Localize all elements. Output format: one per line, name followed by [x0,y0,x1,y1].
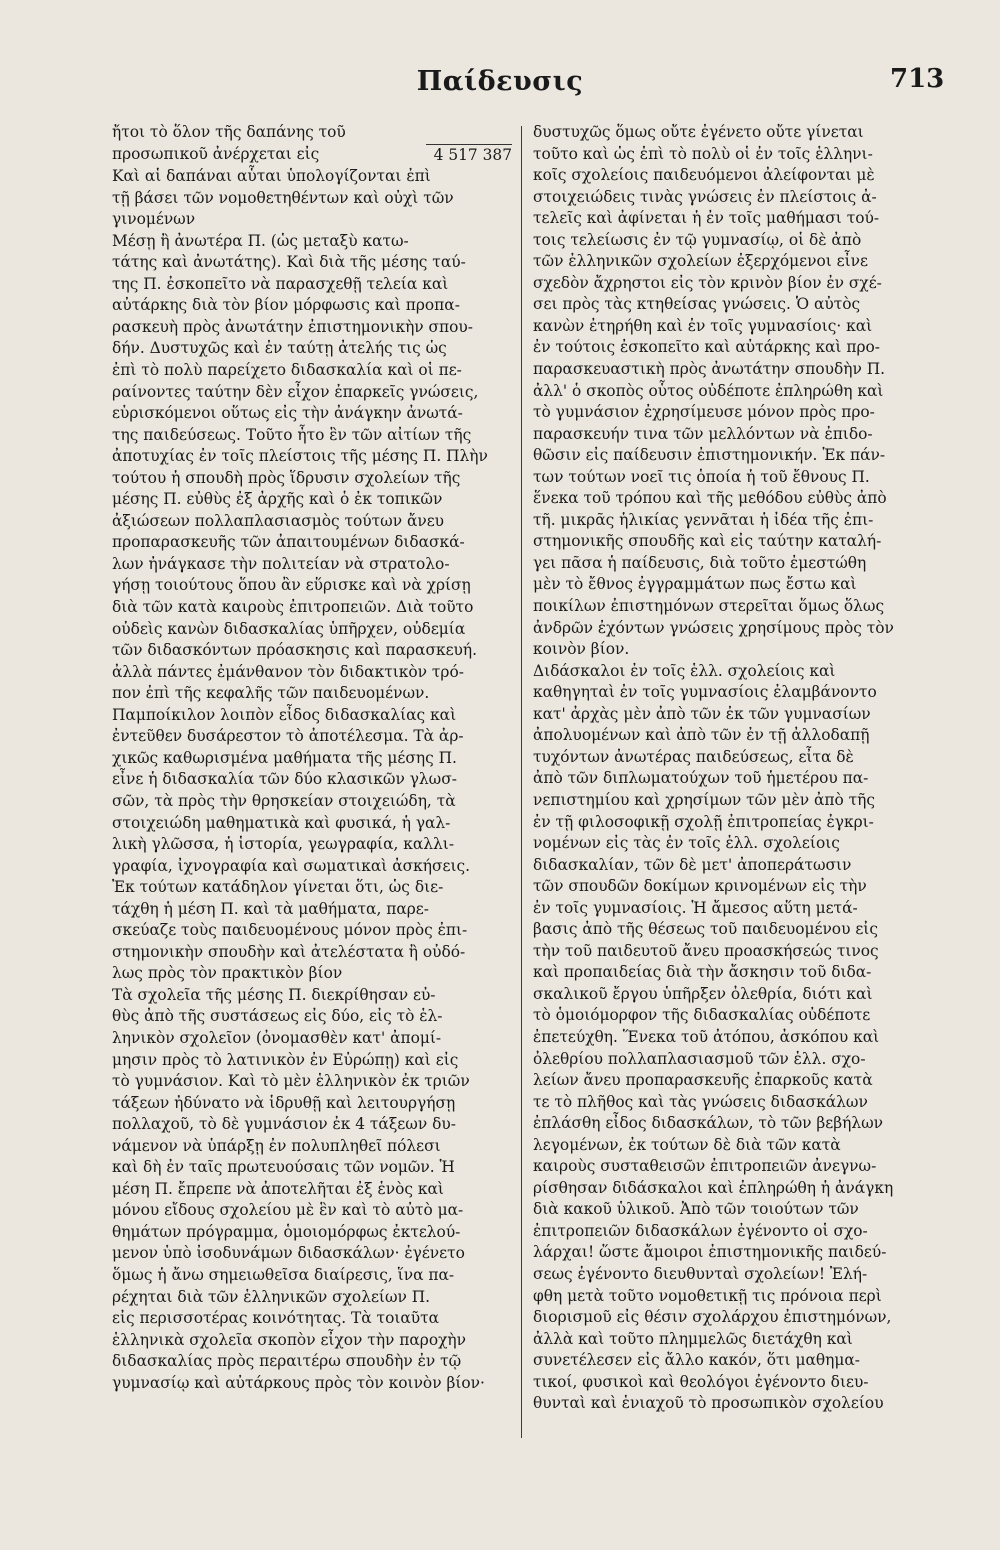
left-column [112,122,512,1394]
text-line: σῶν, τὰ πρὸς τὴν θρησκείαν στοιχειώδη, τὰ [112,791,456,810]
text-line: μέσης Π. εὐθὺς ἐξ ἀρχῆς καὶ ὁ ἐκ τοπικῶν [112,490,443,509]
right-column-body [533,122,937,1415]
text-line: ἤτοι τὸ ὅλον τῆς δαπάνης τοῦ [112,123,346,141]
text-line: ἐπλάσθη εἶδος διδασκάλων, τὸ τῶν βεβήλων [533,1114,884,1133]
text-line: βασις ἀπὸ τῆς θέσεως τοῦ παιδευομένου εἰς [533,920,878,939]
text-line: μὲν τὸ ἔθνος ἐγγραμμάτων πως ἔστω καὶ [533,575,857,594]
text-line: τὴν τοῦ παιδευτοῦ ἄνευ προασκήσεώς τινος [533,941,879,960]
text-line: τικοί, φυσικοὶ καὶ θεολόγοι ἐγένοντο διευ- [533,1372,869,1391]
text-line: καιροὺς συσταθεισῶν ἐπιτροπειῶν ἀνεγνω- [533,1157,877,1176]
text-line: θὺς ἀπὸ τῆς συστάσεως εἰς δύο, εἰς τὸ ἑλ- [112,1007,443,1026]
text-line: γυμνασίῳ καὶ αὐτάρκους πρὸς τὸν κοινὸν βίον· [112,1373,485,1392]
text-line: ἐν τούτοις ἐσκοπεῖτο καὶ αὐτάρκης καὶ προ- [533,338,880,357]
text-line: παρασκευήν τινα τῶν μελλόντων νὰ ἐπιδο- [533,424,873,443]
text-line: γήσῃ τοιούτους ὅπου ἂν εὕρισκε καὶ νὰ χρίσῃ [112,576,471,595]
text-line: ἀξιώσεων πολλαπλασιασμὸς τούτων ἄνευ [112,511,445,530]
text-line: ἐπιτροπειῶν διδασκάλων ἐγένοντο οἱ σχο- [533,1221,868,1240]
text-line: ἐπετεύχθη. Ἕνεκα τοῦ ἀτόπου, ἀσκόπου καὶ [533,1027,880,1046]
text-line: ἀπὸ τῶν διπλωματούχων τοῦ ἡμετέρου πα- [533,769,869,788]
text-line: των τούτων νοεῖ τις ὁποία ἡ τοῦ ἔθνους Π. [533,467,870,486]
text-line: σχεδὸν ἄχρηστοι εἰς τὸν κρινὸν βίον ἐν σχέ- [533,273,882,292]
text-line: διὰ κακοῦ ὑλικοῦ. Ἀπὸ τῶν τοιούτων τῶν [533,1200,859,1219]
page-number: 713 [890,64,945,94]
text-line: τάτης καὶ ἀνωτάτης). Καὶ διὰ τῆς μέσης ταύ- [112,253,466,272]
text-line: κατ' ἀρχὰς μὲν ἀπὸ τῶν ἐκ τῶν γυμνασίων [533,704,871,723]
text-line: λείων ἄνευ προπαρασκευῆς ἐπαρκοῦς κατὰ [533,1071,873,1090]
text-line: ἐπὶ τὸ πολὺ παρείχετο διδασκαλία καὶ οἱ πε- [112,361,462,380]
text-line: αὐτάρκης διὰ τὸν βίον μόρφωσις καὶ προπα- [112,296,460,315]
text-line: Ἐκ τούτων κατάδηλον γίνεται ὅτι, ὡς διε- [112,878,444,897]
text-line: διὰ τῶν κατὰ καιροὺς ἐπιτροπειῶν. Διὰ τοῦτο [112,598,474,617]
text-line: πον ἐπὶ τῆς κεφαλῆς τῶν παιδευομένων. [112,684,430,703]
text-line: ρασκευὴ πρὸς ἀνωτάτην ἐπιστημονικὴν σπου- [112,317,473,336]
text-line: καθηγηταὶ ἐν τοῖς γυμνασίοις ἐλαμβάνοντο [533,683,877,702]
text-line: της παιδεύσεως. Τοῦτο ἦτο ἓν τῶν αἰτίων τῆς [112,425,472,444]
text-line: δυστυχῶς ὅμως οὔτε ἐγένετο οὔτε γίνεται [533,123,864,141]
text-line: πολλαχοῦ, τὸ δὲ γυμνάσιον ἐκ 4 τάξεων δυ- [112,1115,456,1134]
text-line: τῶν σπουδῶν δοκίμων κρινομένων εἰς τὴν [533,877,867,896]
text-line: ἀπολυομένων καὶ ἀπὸ τῶν ἐν τῇ ἀλλοδαπῇ [533,726,870,745]
text-line: παρασκευαστικὴ πρὸς ἀνωτάτην σπουδὴν Π. [533,360,886,379]
text-line: γινομένων [112,210,196,229]
text-line: λεγομένων, ἐκ τούτων δὲ διὰ τῶν κατὰ [533,1135,841,1154]
text-line: ἀλλὰ καὶ τοῦτο πλημμελῶς διετάχθη καὶ [533,1329,853,1348]
text-line: γραφία, ἰχνογραφία καὶ σωματικαὶ ἀσκήσεις. [112,856,470,875]
text-line: κοῖς σχολείοις παιδευόμενοι ἀλείφονται μὲ [533,166,875,185]
text-line: μενον ὑπὸ ἰσοδυνάμων διδασκάλων· ἐγένετο [112,1244,465,1263]
text-line: δήν. Δυστυχῶς καὶ ἐν ταύτῃ ἀτελής τις ὡς [112,339,447,358]
text-line: νομένων εἰς τὰς ἐν τοῖς ἑλλ. σχολείοις [533,834,840,853]
text-line: μόνου εἴδους σχολείου μὲ ἓν καὶ τὸ αὐτὸ μα- [112,1201,464,1220]
left-column-body [112,166,512,1394]
total-amount-label: προσωπικοῦ ἀνέρχεται εἰς [112,144,320,163]
text-line: νεπιστημίου καὶ χρησίμων τῶν μὲν ἀπὸ τῆς [533,790,875,809]
text-line: χικῶς καθωρισμένα μαθήματα τῆς μέσης Π. [112,748,457,767]
text-line: στοιχειώδεις τινὰς γνώσεις ἐν πλείστοις ἀ- [533,187,877,206]
text-line: σει πρὸς τὰς κτηθείσας γνώσεις. Ὁ αὐτὸς [533,295,861,314]
text-line: εἶνε ἡ διδασκαλία τῶν δύο κλασικῶν γλωσ- [112,770,457,789]
text-line: λων ἠνάγκασε τὴν πολιτείαν νὰ στρατολο- [112,554,450,573]
text-line: τάξεων ἠδύνατο νὰ ἱδρυθῇ καὶ λειτουργήσῃ [112,1093,456,1112]
text-line: διδασκαλίας πρὸς περαιτέρω σπουδὴν ἐν τῷ [112,1352,462,1371]
text-line: σκαλικοῦ ἔργου ὑπῆρξεν ὀλεθρία, διότι καὶ [533,984,873,1003]
text-line: ραίνοντες ταύτην δὲν εἶχον ἐπαρκεῖς γνώσεις, [112,382,479,401]
text-line: ρέχηται διὰ τῶν ἑλληνικῶν σχολείων Π. [112,1287,431,1306]
left-column-lead [112,122,512,144]
text-line: στοιχειώδη μαθηματικὰ καὶ φυσικά, ἡ γαλ- [112,813,451,832]
text-line: ἐντεῦθεν δυσάρεστον τὸ ἀποτέλεσμα. Τὰ ἀρ- [112,727,464,746]
text-line: καὶ προπαιδείας διὰ τὴν ἄσκησιν τοῦ διδα- [533,963,872,982]
text-line: τελεῖς καὶ ἀφίνεται ἡ ἐν τοῖς μαθήμασι τού- [533,209,880,228]
right-column [533,122,937,1415]
text-line: λάρχαι! ὥστε ἄμοιροι ἐπιστημονικῆς παιδεύ- [533,1243,887,1262]
text-line: γει πᾶσα ἡ παίδευσις, διὰ τοῦτο ἐμεστώθη [533,553,867,572]
text-line: τῇ βάσει τῶν νομοθετηθέντων καὶ οὐχὶ τῶν [112,188,454,207]
text-line: ἐν τοῖς γυμνασίοις. Ἡ ἄμεσος αὕτη μετά- [533,898,858,917]
text-line: καὶ δὴ ἐν ταῖς πρωτευούσαις τῶν νομῶν. Ἡ [112,1158,455,1177]
text-line: θῶσιν εἰς παίδευσιν ἐπιστημονικήν. Ἐκ πάν- [533,446,886,465]
text-line: ποικίλων ἐπιστημόνων στερεῖται ὅμως ὅλως [533,597,885,616]
text-line: θυνταὶ καὶ ἑνιαχοῦ τὸ προσωπικὸν σχολείου [533,1394,884,1413]
text-line: ἀλλ' ὁ σκοπὸς οὗτος οὐδέποτε ἐπληρώθη καὶ [533,381,884,400]
text-line: λως πρὸς τὸν πρακτικὸν βίον [112,964,343,983]
text-line: κανὼν ἐτηρήθη καὶ ἐν τοῖς γυμνασίοις· καὶ [533,316,873,335]
text-line: συνετέλεσεν εἰς ἄλλο κακόν, ὅτι μαθημα- [533,1351,860,1370]
text-line: τάχθη ἡ μέση Π. καὶ τὰ μαθήματα, παρε- [112,899,429,918]
text-line: οὐδεὶς κανὼν διδασκαλίας ὑπῆρχεν, οὐδεμία [112,619,466,638]
text-line: νάμενον νὰ ὑπάρξῃ ἐν πολυπληθεῖ πόλεσι [112,1136,441,1155]
text-line: Παμποίκιλον λοιπὸν εἶδος διδασκαλίας καὶ [112,705,457,724]
text-line: κοινὸν βίον. [533,640,630,659]
text-line: Μέσῃ ἢ ἀνωτέρα Π. (ὡς μεταξὺ κατω- [112,231,409,250]
text-line: τὸ ὁμοιόμορφον τῆς διδασκαλίας οὐδέποτε [533,1006,871,1025]
total-amount-row [112,144,512,167]
text-line: ὅμως ἡ ἄνω σημειωθεῖσα διαίρεσις, ἵνα πα- [112,1265,455,1284]
text-line: μησιν πρὸς τὸ λατινικὸν ἐν Εὐρώπῃ) καὶ εἰς [112,1050,459,1069]
text-line: Τὰ σχολεῖα τῆς μέσης Π. διεκρίθησαν εὐ- [112,985,436,1004]
text-line: τῆ. μικρᾶς ἡλικίας γεννᾶται ἡ ἰδέα τῆς ἐπι- [533,510,874,529]
text-line: εὑρισκόμενοι οὕτως εἰς τὴν ἀνάγκην ἀνωτά- [112,404,463,423]
text-line: τυχόντων ἀνωτέρας παιδεύσεως, εἶτα δὲ [533,747,854,766]
text-line: τῶν ἑλληνικῶν σχολείων ἐξερχόμενοι εἶνε [533,252,868,271]
text-line: ληνικὸν σχολεῖον (ὀνομασθὲν κατ' ἀπομί- [112,1028,442,1047]
text-line: θημάτων πρόγραμμα, ὁμοιομόρφως ἐκτελού- [112,1222,461,1241]
text-line: ἕνεκα τοῦ τρόπου καὶ τῆς μεθόδου εὐθὺς ἀπὸ [533,489,887,508]
text-line: λικὴ γλῶσσα, ἡ ἱστορία, γεωγραφία, καλλι- [112,835,455,854]
text-line: ὀλεθρίου πολλαπλασιασμοῦ τῶν ἑλλ. σχο- [533,1049,866,1068]
text-line: τὸ γυμνάσιον. Καὶ τὸ μὲν ἑλληνικὸν ἐκ τριῶν [112,1072,470,1091]
text-line: ἀλλὰ πάντες ἐμάνθανον τὸν διδακτικὸν τρό- [112,662,464,681]
text-line: τοῦτο καὶ ὡς ἐπὶ τὸ πολὺ οἱ ἐν τοῖς ἑλληνι- [533,144,873,163]
text-line: σκεύαζε τοὺς παιδευομένους μόνον πρὸς ἐπι- [112,921,468,940]
text-line: μέση Π. ἔπρεπε νὰ ἀποτελῆται ἐξ ἑνὸς καὶ [112,1179,444,1198]
text-line: προπαρασκευῆς τῶν ἀπαιτουμένων διδασκά- [112,533,465,552]
text-line: ἀνδρῶν ἐχόντων γνώσεις χρησίμους πρὸς τὸν [533,618,894,637]
text-line: Καὶ αἱ δαπάναι αὗται ὑπολογίζονται ἐπὶ [112,167,431,186]
text-line: τούτου ἡ σπουδὴ πρὸς ἵδρυσιν σχολείων τῆς [112,468,461,487]
text-line: τὸ γυμνάσιον ἐχρησίμευσε μόνον πρὸς προ- [533,403,875,422]
total-amount-value: 4 517 387 [426,144,512,167]
text-line: διορισμοῦ εἰς θέσιν σχολάρχου ἐπιστημόνων, [533,1308,892,1327]
text-line: ἀποτυχίας ἐν τοῖς πλείστοις τῆς μέσης Π. Πλὴν [112,447,488,466]
text-line: Διδάσκαλοι ἐν τοῖς ἑλλ. σχολείοις καὶ [533,661,836,680]
text-line: φθη μετὰ τοῦτο νομοθετικῇ τις πρόνοια περὶ [533,1286,882,1305]
text-line: ρίσθησαν διδάσκαλοι καὶ ἐπληρώθη ἡ ἀνάγκη [533,1178,894,1197]
text-line: εἰς περισσοτέρας κοινότητας. Τὰ τοιαῦτα [112,1309,440,1328]
column-divider [521,126,522,1438]
text-line: ἐν τῇ φιλοσοφικῇ σχολῇ ἐπιτροπείας ἐγκρι- [533,812,874,831]
text-line: ἑλληνικὰ σχολεῖα σκοπὸν εἶχον τὴν παροχὴν [112,1330,467,1349]
text-line: στημονικῆς σπουδῆς καὶ εἰς ταύτην καταλή- [533,532,882,551]
text-line: της Π. ἐσκοπεῖτο νὰ παρασχεθῇ τελεία καὶ [112,274,449,293]
text-line: σεως ἐγένοντο διευθυνταὶ σχολείων! Ἐλή- [533,1264,868,1283]
text-line: στημονικὴν σπουδὴν καὶ ἀτελέστατα ἢ οὐδό- [112,942,466,961]
text-line: τοις τελείωσις ἐν τῷ γυμνασίῳ, οἱ δὲ ἀπὸ [533,230,862,249]
running-head-title: Παίδευσις [416,66,584,97]
text-line: τῶν διδασκόντων πρόασκησις καὶ παρασκευή. [112,641,478,660]
text-line: τε τὸ πλῆθος καὶ τὰς γνώσεις διδασκάλων [533,1092,868,1111]
text-line: διδασκαλίαν, τῶν δὲ μετ' ἀποπεράτωσιν [533,855,852,874]
